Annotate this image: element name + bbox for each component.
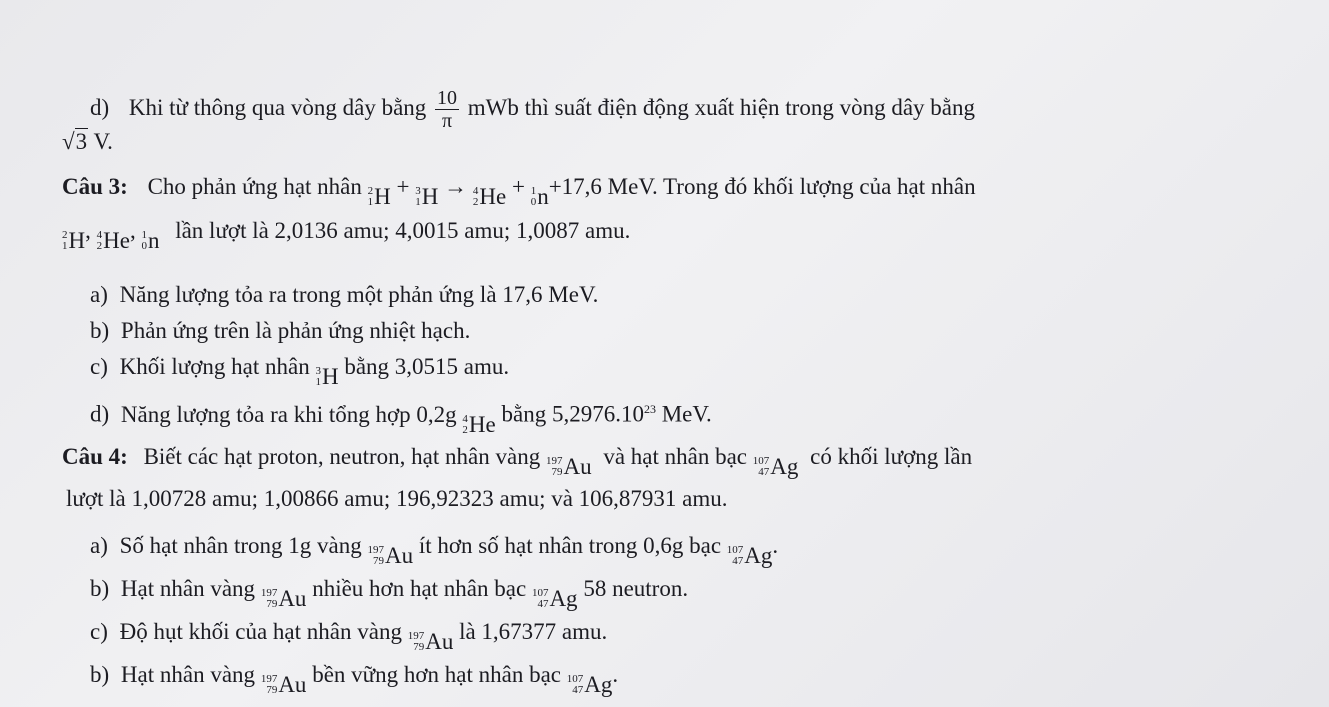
question-text: có khối lượng lần: [810, 444, 973, 469]
option-text: Hạt nhân vàng: [120, 662, 256, 687]
option-text: nhiều hơn hạt nhân bạc: [312, 576, 527, 601]
option-label: c): [90, 619, 108, 644]
nuclide-n1: 1 0 n: [530, 184, 549, 209]
fraction-denominator: π: [441, 110, 453, 132]
nuclide-ag107: 107 47 Ag: [726, 543, 773, 568]
q3-masses-line: 2 1 H , 4 2 He , 1 0 n lần lượt là 2,0136 amu; 4,0015 amu; 1,0087 amu.: [62, 216, 630, 256]
nuclide-au197: 197 79 Au: [260, 586, 307, 611]
unit-text: V.: [93, 129, 113, 154]
option-text: bằng 5,2976.10: [501, 401, 644, 427]
nuclide-h3: 3 1 H: [415, 184, 439, 209]
question-text: và hạt nhân bạc: [603, 444, 748, 469]
option-label: a): [90, 533, 108, 558]
option-text: Độ hụt khối của hạt nhân vàng: [119, 619, 402, 644]
question-title: Câu 3:: [62, 174, 128, 199]
option-text: Khối lượng hạt nhân: [119, 354, 310, 379]
q4-header-line: [62, 442, 972, 482]
option-text: Khi từ thông qua vòng dây bằng: [128, 94, 427, 120]
nuclide-au197: 197 79 Au: [367, 543, 414, 568]
nuclide-he4: 4 2 He: [462, 411, 496, 437]
question-text: Biết các hạt proton, neutron, hạt nhân vàng: [143, 444, 541, 469]
fraction-10-over-pi: [435, 87, 459, 132]
option-label: d): [90, 401, 110, 427]
option-label: b): [90, 576, 110, 601]
option-text: bằng 3,0515 amu.: [344, 354, 510, 379]
option-label: a): [90, 282, 108, 307]
nuclide-n1: 1 0 n: [141, 228, 160, 253]
q3-header-line: [62, 172, 976, 212]
option-text: là 1,67377 amu.: [459, 619, 608, 644]
nuclide-au197: 197 79 Au: [407, 629, 454, 654]
nuclide-h2: 2 1 H: [367, 184, 391, 209]
question-title: Câu 4:: [62, 444, 128, 469]
q4-option-d: b) Hạt nhân vàng 197 79 Au bền vững hơn hạt nhân bạc 107 47 Ag .: [90, 660, 618, 700]
unit-text: MeV.: [661, 401, 712, 427]
q4-option-c: [90, 617, 607, 657]
option-label: b): [90, 662, 110, 687]
q4-option-b: [90, 574, 688, 614]
option-text: ít hơn số hạt nhân trong 0,6g bạc: [418, 533, 722, 558]
plus-sign: +: [511, 174, 525, 199]
option-label: b): [90, 318, 110, 343]
q4-option-a: a) Số hạt nhân trong 1g vàng 197 79 Au ít hơn số hạt nhân trong 0,6g bạc 107 47 Ag .: [90, 531, 778, 571]
question-text: +17,6 MeV. Trong đó khối lượng của hạt nhân: [548, 174, 976, 199]
q3-option-c: [90, 352, 509, 392]
option-text: 58 neutron.: [583, 576, 689, 601]
q4-masses-line: [66, 484, 728, 514]
nuclide-he4: 4 2 He: [96, 228, 130, 253]
nuclide-ag107: 107 47 Ag: [531, 586, 578, 611]
q2-option-d-line2: [62, 127, 113, 157]
question-text: lần lượt là 2,0136 amu; 4,0015 amu; 1,0087 amu.: [175, 218, 631, 243]
nuclide-ag107: 107 47 Ag: [752, 454, 799, 479]
option-label: d): [90, 94, 110, 120]
nuclide-he4: 4 2 He: [472, 184, 507, 209]
option-text: Phản ứng trên là phản ứng nhiệt hạch.: [120, 318, 471, 343]
q3-option-d: [90, 394, 712, 440]
question-text: Cho phản ứng hạt nhân: [147, 174, 362, 199]
nuclide-au197: 197 79 Au: [545, 454, 592, 479]
nuclide-au197: 197 79 Au: [260, 672, 307, 697]
nuclide-h3: 3 1 H: [315, 364, 339, 389]
option-label: c): [90, 354, 108, 379]
nuclide-h2: 2 1 H: [62, 228, 86, 253]
plus-sign: +: [396, 174, 410, 199]
exponent: 23: [643, 402, 656, 416]
sqrt-symbol: √: [62, 129, 75, 154]
nuclide-ag107: 107 47 Ag: [566, 672, 613, 697]
sqrt-expression: [62, 127, 88, 157]
q3-option-a: [90, 280, 598, 310]
option-text: Hạt nhân vàng: [120, 576, 256, 601]
sqrt-radicand: 3: [75, 129, 88, 154]
fraction-numerator: 10: [437, 87, 458, 109]
question-text: lượt là 1,00728 amu; 1,00866 amu; 196,92323 amu; và 106,87931 amu.: [66, 486, 728, 511]
option-text: Năng lượng tỏa ra khi tổng hợp 0,2g: [120, 401, 457, 427]
q3-option-b: [90, 316, 470, 346]
option-text: Năng lượng tỏa ra trong một phản ứng là 17,6 MeV.: [119, 282, 599, 307]
option-text: bền vững hơn hạt nhân bạc: [312, 662, 561, 687]
option-text: mWb thì suất điện động xuất hiện trong vòng dây bằng: [467, 94, 975, 120]
option-text: Số hạt nhân trong 1g vàng: [119, 533, 362, 558]
arrow-icon: →: [444, 174, 468, 199]
q2-option-d-line1: [90, 87, 975, 132]
